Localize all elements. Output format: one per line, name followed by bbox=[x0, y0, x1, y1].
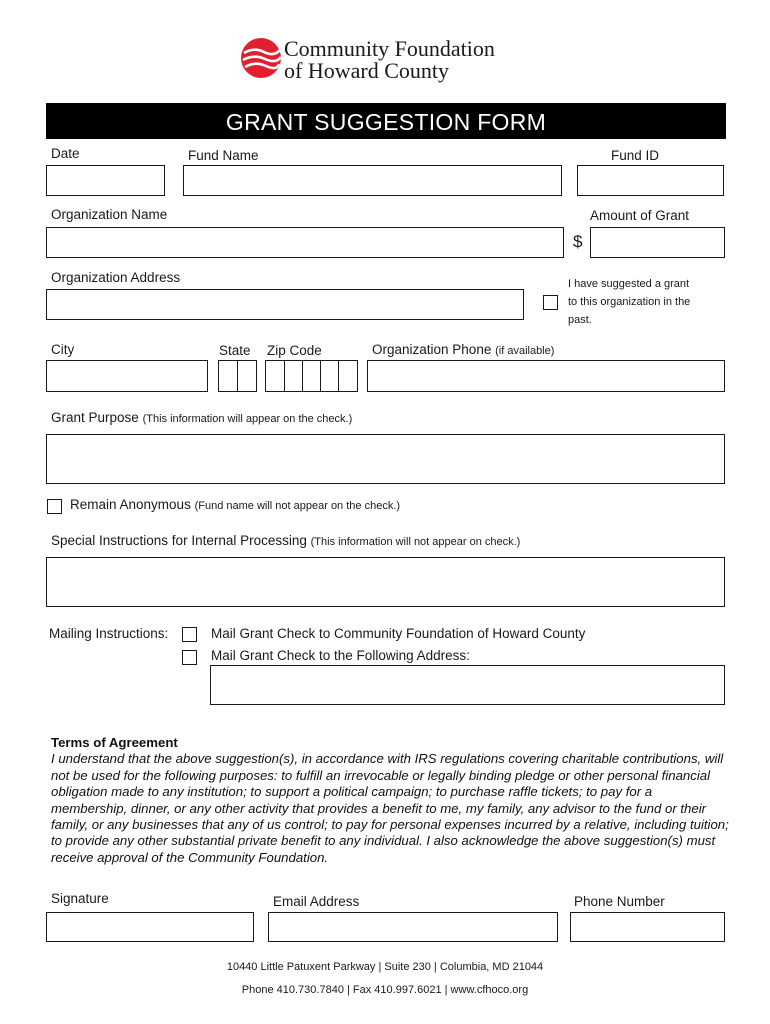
zip-cell[interactable] bbox=[302, 360, 321, 392]
remain-anonymous-label-text: Remain Anonymous bbox=[70, 497, 191, 512]
zip-cell[interactable] bbox=[284, 360, 303, 392]
special-instructions-field[interactable] bbox=[46, 557, 725, 607]
org-name-label: Organization Name bbox=[51, 207, 168, 222]
org-phone-field[interactable] bbox=[367, 360, 725, 392]
amount-field[interactable] bbox=[590, 227, 725, 258]
special-instructions-label-text: Special Instructions for Internal Processing bbox=[51, 533, 307, 548]
state-cell[interactable] bbox=[218, 360, 238, 392]
mailing-address-field[interactable] bbox=[210, 665, 725, 705]
special-instructions-label bbox=[51, 533, 520, 548]
grant-purpose-label-text: Grant Purpose bbox=[51, 410, 139, 425]
form-title-bar bbox=[46, 103, 726, 139]
org-address-label: Organization Address bbox=[51, 270, 181, 285]
past-grant-note-line-3: past. bbox=[568, 314, 592, 326]
mail-option-2-checkbox[interactable] bbox=[182, 650, 197, 665]
mail-option-1-checkbox[interactable] bbox=[182, 627, 197, 642]
logo-mark-icon bbox=[240, 37, 282, 79]
grant-purpose-field[interactable] bbox=[46, 434, 725, 484]
past-grant-note-line-2: to this organization in the bbox=[568, 296, 691, 308]
zip-cell[interactable] bbox=[265, 360, 285, 392]
signature-label: Signature bbox=[51, 891, 109, 906]
zip-label: Zip Code bbox=[267, 343, 322, 358]
past-grant-checkbox[interactable] bbox=[543, 295, 558, 310]
footer-address: 10440 Little Patuxent Parkway | Suite 230 | Columbia, MD 21044 bbox=[226, 961, 544, 973]
grant-purpose-label bbox=[51, 410, 352, 425]
city-field[interactable] bbox=[46, 360, 208, 392]
zip-cell[interactable] bbox=[338, 360, 358, 392]
mail-option-2-label: Mail Grant Check to the Following Address: bbox=[211, 648, 470, 663]
remain-anonymous-label bbox=[70, 497, 400, 512]
remain-anonymous-note: (Fund name will not appear on the check.) bbox=[194, 500, 401, 512]
fund-name-label: Fund Name bbox=[188, 148, 259, 163]
logo-line-2: of Howard County bbox=[284, 58, 449, 83]
fund-id-field[interactable] bbox=[577, 165, 724, 196]
logo-line-1: Community Foundation bbox=[284, 36, 495, 61]
signature-field[interactable] bbox=[46, 912, 254, 942]
past-grant-note-line-1: I have suggested a grant bbox=[568, 278, 690, 290]
zip-cell[interactable] bbox=[320, 360, 339, 392]
form-title: GRANT SUGGESTION FORM bbox=[225, 109, 547, 135]
mail-option-1-label: Mail Grant Check to Community Foundation of Howard County bbox=[211, 626, 586, 641]
fund-name-field[interactable] bbox=[183, 165, 562, 196]
city-label: City bbox=[51, 342, 75, 357]
state-label: State bbox=[219, 343, 251, 358]
date-field[interactable] bbox=[46, 165, 165, 196]
terms-body: I understand that the above suggestion(s), in accordance with IRS regulations covering charitable contributions, will not be used for the following purposes: to fulfill an irrevocable or legally binding pledge or other personal financial obligation made to any institution; to support a political campaign; to purchase raffle tickets; to pay for a membership, dinner, or any other activity that provides a benefit to me, my family, any advisor to the fund or their family, or any businesses that any of us control; to pay for personal expenses incurred by a relative, including tuition; to provide any other substantial private benefit to any individual. I also acknowledge the above suggestion(s) must receive approval of the Community Foundation. bbox=[51, 751, 729, 865]
special-instructions-note: (This information will not appear on check.) bbox=[310, 536, 521, 548]
mailing-instructions-label: Mailing Instructions: bbox=[49, 626, 169, 641]
remain-anonymous-checkbox[interactable] bbox=[47, 499, 62, 514]
org-phone-label-text: Organization Phone bbox=[372, 342, 492, 357]
state-cell[interactable] bbox=[237, 360, 257, 392]
org-name-field[interactable] bbox=[46, 227, 564, 258]
org-address-field[interactable] bbox=[46, 289, 524, 320]
date-label: Date bbox=[51, 146, 80, 161]
org-phone-label bbox=[372, 342, 554, 357]
phone-label: Phone Number bbox=[574, 894, 665, 909]
org-phone-note: (if available) bbox=[495, 345, 555, 357]
email-label: Email Address bbox=[273, 894, 360, 909]
fund-id-label: Fund ID bbox=[611, 148, 660, 163]
dollar-sign: $ bbox=[573, 232, 583, 251]
email-field[interactable] bbox=[268, 912, 558, 942]
footer-contact: Phone 410.730.7840 | Fax 410.997.6021 | www.cfhoco.org bbox=[241, 984, 529, 996]
amount-label: Amount of Grant bbox=[590, 208, 690, 223]
grant-purpose-note: (This information will appear on the check.) bbox=[142, 413, 353, 425]
phone-field[interactable] bbox=[570, 912, 725, 942]
terms-of-agreement bbox=[51, 735, 731, 866]
terms-heading: Terms of Agreement bbox=[51, 735, 178, 750]
